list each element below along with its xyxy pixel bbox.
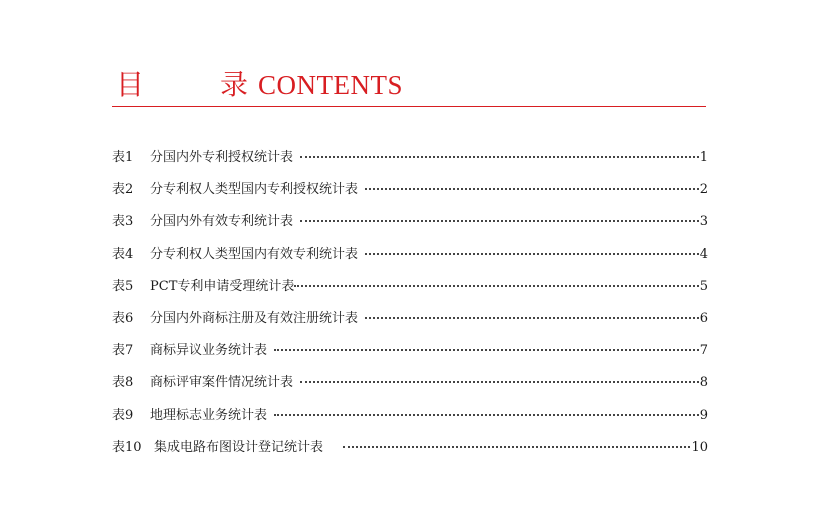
toc-entry-page: 6	[699, 310, 708, 326]
toc-entry-title: 分国内外商标注册及有效注册统计表	[150, 310, 359, 326]
toc-entry-page: 4	[699, 246, 708, 262]
toc-entry-title: 集成电路布图设计登记统计表	[154, 439, 324, 455]
toc-entry-title: 地理标志业务统计表	[150, 407, 268, 423]
dot-leader	[343, 436, 690, 448]
dot-leader	[365, 307, 699, 319]
toc-entry-page: 3	[699, 214, 708, 230]
toc-entry-number: 表6	[112, 310, 134, 326]
dot-leader	[365, 178, 699, 190]
toc-entry-number: 表4	[112, 246, 134, 262]
dot-leader	[300, 371, 699, 383]
toc-entry-number: 表1	[112, 150, 134, 165]
toc-entry-page: 10	[691, 439, 708, 455]
toc-entry-title: PCT专利申请受理统计表	[150, 278, 295, 294]
toc-title-en: CONTENTS	[258, 70, 404, 100]
toc-entry-page: 9	[699, 407, 708, 423]
toc-entry-page: 5	[699, 278, 708, 294]
toc-title-cn-first: 目	[116, 68, 145, 101]
toc-entry-4[interactable]	[112, 245, 708, 277]
toc-entry-5[interactable]	[112, 277, 708, 309]
toc-entry-7[interactable]	[112, 341, 708, 373]
toc-entry-title: 商标评审案件情况统计表	[150, 375, 294, 391]
toc-entry-number: 表7	[112, 343, 134, 359]
dot-leader	[274, 404, 699, 416]
toc-entry-number: 表3	[112, 214, 134, 230]
dot-leader	[294, 275, 698, 287]
toc-title-cn-second: 录	[220, 68, 249, 101]
dot-leader	[300, 146, 699, 158]
toc-entry-8[interactable]	[112, 373, 708, 405]
toc-entry-title: 分国内外专利授权统计表	[150, 150, 294, 165]
toc-entry-number: 表8	[112, 375, 134, 391]
toc-entry-title: 商标异议业务统计表	[150, 343, 268, 359]
toc-entry-page: 1	[699, 150, 708, 165]
toc-entry-number: 表5	[112, 278, 134, 294]
dot-leader	[365, 243, 699, 255]
toc-entry-3[interactable]	[112, 212, 708, 244]
toc-entry-page: 2	[699, 182, 708, 198]
toc-entry-title: 分专利权人类型国内有效专利统计表	[150, 246, 359, 262]
toc-entry-10[interactable]	[112, 438, 708, 470]
toc-title	[116, 68, 403, 102]
toc-entry-1[interactable]	[112, 148, 708, 180]
toc-entry-number: 表9	[112, 407, 134, 423]
title-underline	[112, 106, 706, 107]
toc-entry-page: 8	[699, 375, 708, 391]
dot-leader	[274, 339, 699, 351]
toc-entry-2[interactable]	[112, 180, 708, 212]
toc-entry-number: 表10	[112, 439, 142, 455]
dot-leader	[300, 210, 699, 222]
toc-entry-9[interactable]	[112, 406, 708, 438]
toc-entry-title: 分国内外有效专利统计表	[150, 214, 294, 230]
toc-entry-title: 分专利权人类型国内专利授权统计表	[150, 182, 359, 198]
toc-entry-6[interactable]	[112, 309, 708, 341]
toc-header	[112, 62, 706, 110]
toc-entry-page: 7	[699, 343, 708, 359]
toc-entry-number: 表2	[112, 182, 134, 198]
toc-list	[112, 148, 708, 470]
